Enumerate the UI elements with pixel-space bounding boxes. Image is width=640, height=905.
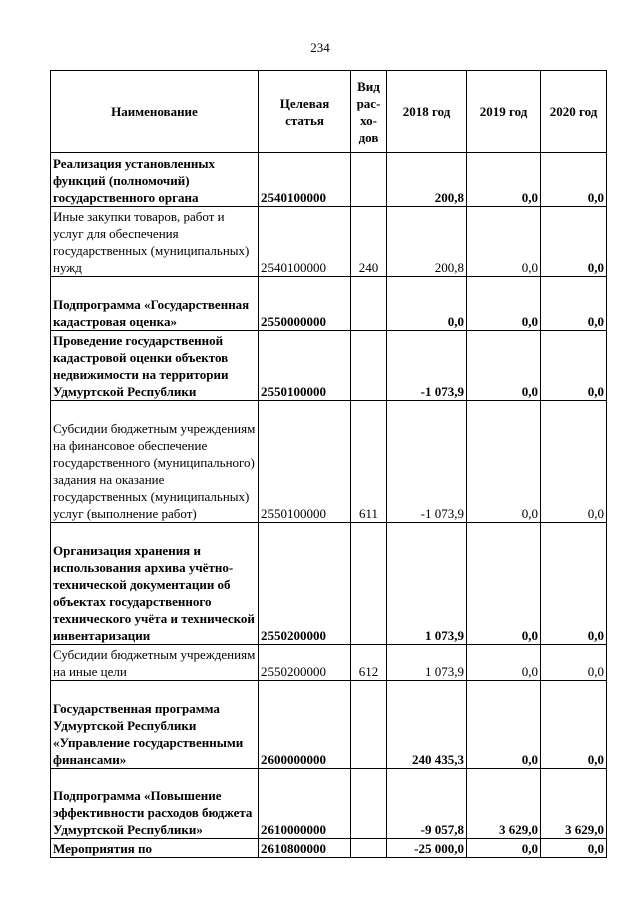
row-2019: 0,0: [467, 523, 541, 645]
row-2018: 200,8: [387, 153, 467, 207]
row-2020: 0,0: [541, 153, 607, 207]
row-code: 2550100000: [259, 401, 351, 523]
row-2019: 0,0: [467, 207, 541, 277]
row-expense-type: 612: [351, 645, 387, 681]
row-expense-type: [351, 839, 387, 858]
row-2019: 0,0: [467, 277, 541, 331]
row-2019: 0,0: [467, 153, 541, 207]
row-2020: 0,0: [541, 401, 607, 523]
row-expense-type: [351, 331, 387, 401]
table-row: [51, 645, 607, 681]
row-2018: 240 435,3: [387, 681, 467, 769]
row-code: 2550000000: [259, 277, 351, 331]
row-2020: 0,0: [541, 277, 607, 331]
row-2018: -1 073,9: [387, 331, 467, 401]
table-row: [51, 277, 607, 331]
row-name: Подпрограмма «Повышение эффективности расходов бюджета Удмуртской Республики»: [51, 769, 259, 839]
row-code: 2610800000: [259, 839, 351, 858]
header-code: Целевая статья: [259, 71, 351, 153]
row-expense-type: [351, 681, 387, 769]
row-code: 2550100000: [259, 331, 351, 401]
row-code: 2550200000: [259, 645, 351, 681]
row-code: 2540100000: [259, 207, 351, 277]
row-2019: 0,0: [467, 331, 541, 401]
row-name: Мероприятия по: [51, 839, 259, 858]
row-name: Государственная программа Удмуртской Республики «Управление государственными финансами»: [51, 681, 259, 769]
table-row: [51, 331, 607, 401]
row-2019: 3 629,0: [467, 769, 541, 839]
row-2020: 0,0: [541, 645, 607, 681]
row-2020: 0,0: [541, 839, 607, 858]
header-2020: 2020 год: [541, 71, 607, 153]
row-name: Реализация установленных функций (полномочий) государственного органа: [51, 153, 259, 207]
row-2018: 0,0: [387, 277, 467, 331]
row-code: 2600000000: [259, 681, 351, 769]
row-2018: 1 073,9: [387, 523, 467, 645]
row-name: Субсидии бюджетным учреждениям на финансовое обеспечение государственного (муниципального) задания на оказание государственных (муниципальных) услуг (выполнение работ): [51, 401, 259, 523]
table-row: [51, 681, 607, 769]
page-number: 234: [310, 40, 330, 55]
table-row: [51, 523, 607, 645]
table-header-row: [51, 71, 607, 153]
table-row: [51, 153, 607, 207]
row-expense-type: [351, 523, 387, 645]
table-row: [51, 839, 607, 858]
row-2020: 0,0: [541, 207, 607, 277]
row-code: 2550200000: [259, 523, 351, 645]
row-2019: 0,0: [467, 645, 541, 681]
row-expense-type: [351, 153, 387, 207]
header-name: Наименование: [51, 71, 259, 153]
row-expense-type: 240: [351, 207, 387, 277]
row-name: Проведение государственной кадастровой оценки объектов недвижимости на территории Удмуртской Республики: [51, 331, 259, 401]
budget-table: [50, 70, 607, 858]
row-name: Подпрограмма «Государственная кадастровая оценка»: [51, 277, 259, 331]
row-expense-type: 611: [351, 401, 387, 523]
row-name: Организация хранения и использования архива учётно-технической документации об объектах государственного технического учёта и технической инвентаризации: [51, 523, 259, 645]
row-2018: -1 073,9: [387, 401, 467, 523]
row-name: Иные закупки товаров, работ и услуг для обеспечения государственных (муниципальных) нужд: [51, 207, 259, 277]
row-code: 2610000000: [259, 769, 351, 839]
table-row: [51, 401, 607, 523]
row-2019: 0,0: [467, 401, 541, 523]
row-2020: 3 629,0: [541, 769, 607, 839]
row-2020: 0,0: [541, 331, 607, 401]
row-name: Субсидии бюджетным учреждениям на иные цели: [51, 645, 259, 681]
row-expense-type: [351, 277, 387, 331]
row-2018: -9 057,8: [387, 769, 467, 839]
header-expense-type: Вид рас- хо- дов: [351, 71, 387, 153]
row-2020: 0,0: [541, 681, 607, 769]
row-2020: 0,0: [541, 523, 607, 645]
row-2019: 0,0: [467, 681, 541, 769]
row-code: 2540100000: [259, 153, 351, 207]
row-2018: -25 000,0: [387, 839, 467, 858]
row-2018: 200,8: [387, 207, 467, 277]
row-expense-type: [351, 769, 387, 839]
header-2019: 2019 год: [467, 71, 541, 153]
row-2019: 0,0: [467, 839, 541, 858]
header-2018: 2018 год: [387, 71, 467, 153]
table-row: [51, 207, 607, 277]
row-2018: 1 073,9: [387, 645, 467, 681]
table-row: [51, 769, 607, 839]
